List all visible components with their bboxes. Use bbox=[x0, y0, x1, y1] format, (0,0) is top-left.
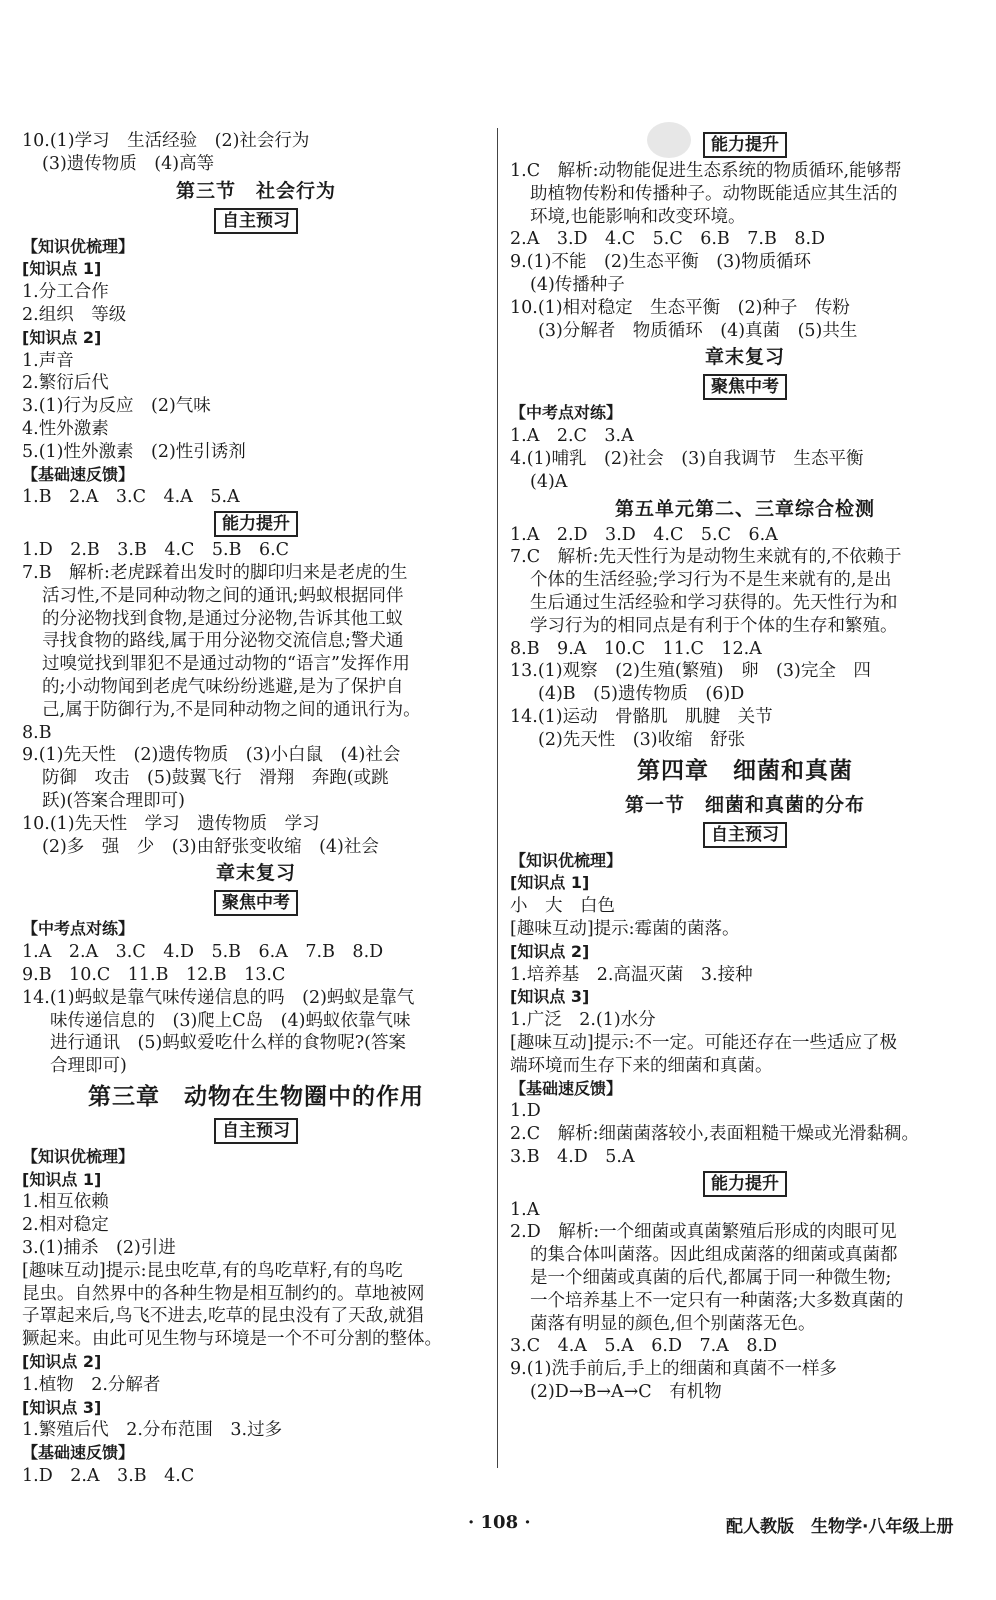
answer-line: 4.(1)哺乳 (2)社会 (3)自我调节 生态平衡 bbox=[510, 448, 864, 469]
answer-line: 小 大 白色 bbox=[510, 896, 615, 917]
answer-line: 3.(1)行为反应 (2)气味 bbox=[22, 396, 211, 417]
chapter-title: 第四章 细菌和真菌 bbox=[637, 756, 853, 784]
answer-line: [趣味互动]提示:昆虫吃草,有的鸟吃草籽,有的鸟吃 bbox=[22, 1260, 403, 1281]
answer-line: 2.D 解析:一个细菌或真菌繁殖后形成的肉眼可见 bbox=[510, 1222, 897, 1243]
answer-line: 1.A 2.C 3.A bbox=[510, 426, 634, 447]
answer-line: 獗起来。由此可见生物与环境是一个不可分割的整体。 bbox=[22, 1329, 442, 1350]
section-box-heading bbox=[510, 820, 980, 850]
column-divider bbox=[497, 128, 498, 1468]
answer-line: 10.(1)学习 生活经验 (2)社会行为 bbox=[22, 131, 310, 151]
answer-line: 4.性外激素 bbox=[22, 418, 109, 439]
answer-line: 生后通过生活经验和学习获得的。先天性行为和 bbox=[530, 592, 898, 613]
subheading: 【基础速反馈】 bbox=[22, 464, 135, 484]
answer-line: 端环境而生存下来的细菌和真菌。 bbox=[510, 1055, 773, 1076]
answer-line: 9.B 10.C 11.B 12.B 13.C bbox=[22, 964, 286, 985]
answer-line: (4)A bbox=[530, 471, 568, 492]
answer-line: 8.B 9.A 10.C 11.C 12.A bbox=[510, 638, 762, 659]
subheading: 【知识优梳理】 bbox=[22, 236, 135, 256]
subheading: [知识点 3] bbox=[22, 1397, 102, 1417]
section-box-heading bbox=[22, 206, 490, 236]
answer-line: 子罩起来后,鸟飞不进去,吃草的昆虫没有了天敌,就猖 bbox=[22, 1306, 424, 1327]
answer-line: 3.B 4.D 5.A bbox=[510, 1146, 635, 1167]
answer-line: 1.声音 bbox=[22, 350, 74, 371]
section-box-label: 聚焦中考 bbox=[214, 890, 298, 916]
answer-line: 2.A 3.D 4.C 5.C 6.B 7.B 8.D bbox=[510, 229, 826, 250]
answer-line: 8.B bbox=[22, 722, 52, 743]
answer-line: 1.植物 2.分解者 bbox=[22, 1374, 161, 1395]
answer-line: 2.C 解析:细菌菌落较小,表面粗糙干燥或光滑黏稠。 bbox=[510, 1124, 920, 1145]
answer-line: 1.C 解析:动物能促进生态系统的物质循环,能够帮 bbox=[510, 161, 902, 181]
subheading: 【基础速反馈】 bbox=[22, 1443, 135, 1463]
answer-line: 合理即可) bbox=[50, 1056, 127, 1077]
answer-line: 环境,也能影响和改变环境。 bbox=[530, 206, 746, 227]
answer-line: (2)多 强 少 (3)由舒张变收缩 (4)社会 bbox=[42, 836, 379, 857]
answer-line: 1.A 2.D 3.D 4.C 5.C 6.A bbox=[510, 524, 778, 545]
subheading: 【中考点对练】 bbox=[22, 919, 135, 939]
answer-line: (4)B (5)遗传物质 (6)D bbox=[538, 684, 745, 705]
answer-line: 1.繁殖后代 2.分布范围 3.过多 bbox=[22, 1420, 283, 1441]
answer-line: 进行通讯 (5)蚂蚁爱吃什么样的食物呢?(答案 bbox=[50, 1033, 406, 1054]
answer-line: 1.B 2.A 3.C 4.A 5.A bbox=[22, 487, 240, 508]
page-footer bbox=[0, 1512, 996, 1552]
answer-line: 是一个细菌或真菌的后代,都属于同一种微生物; bbox=[530, 1268, 892, 1289]
answer-line: 菌落有明显的颜色,但个别菌落无色。 bbox=[530, 1313, 816, 1334]
subheading: 【知识优梳理】 bbox=[510, 850, 623, 870]
section-title: 第五单元第二、三章综合检测 bbox=[614, 497, 875, 520]
edition-label: 配人教版 生物学·八年级上册 bbox=[726, 1517, 954, 1537]
section-box-label: 自主预习 bbox=[703, 822, 787, 848]
answer-line: 过嗅觉找到罪犯不是通过动物的“语言”发挥作用 bbox=[42, 654, 410, 675]
section-box-heading bbox=[510, 372, 980, 402]
answer-line: 助植物传粉和传播种子。动物既能适应其生活的 bbox=[530, 183, 898, 204]
answer-line: [趣味互动]提示:霉菌的菌落。 bbox=[510, 918, 740, 939]
answer-line: (2)D→B→A→C 有机物 bbox=[530, 1382, 722, 1403]
answer-line: 1.培养基 2.高温灭菌 3.接种 bbox=[510, 964, 753, 985]
answer-line: 7.C 解析:先天性行为是动物生来就有的,不依赖于 bbox=[510, 547, 902, 568]
section-box-heading bbox=[22, 888, 490, 918]
section-title: 第一节 细菌和真菌的分布 bbox=[624, 793, 865, 816]
answer-line: 14.(1)运动 骨骼肌 肌腱 关节 bbox=[510, 706, 773, 727]
answer-line: [趣味互动]提示:不一定。可能还存在一些适应了极 bbox=[510, 1032, 898, 1053]
answer-line: 10.(1)先天性 学习 遗传物质 学习 bbox=[22, 813, 320, 834]
answer-line: 一个培养基上不一定只有一种菌落;大多数真菌的 bbox=[530, 1290, 904, 1311]
section-box-label: 能力提升 bbox=[703, 1171, 787, 1197]
section-box-label: 自主预习 bbox=[214, 1118, 298, 1144]
section-box-label: 聚焦中考 bbox=[703, 374, 787, 400]
answer-line: 1.A 2.A 3.C 4.D 5.B 6.A 7.B 8.D bbox=[22, 942, 384, 963]
section-box-heading bbox=[510, 1169, 980, 1199]
section-title: 章末复习 bbox=[704, 346, 785, 369]
answer-line: 1.A bbox=[510, 1199, 540, 1220]
answer-line: 1.D bbox=[510, 1101, 541, 1122]
answer-line: 1.广泛 2.(1)水分 bbox=[510, 1010, 656, 1031]
answer-line: 寻找食物的路线,属于用分泌物交流信息;警犬通 bbox=[42, 631, 404, 652]
subheading: [知识点 1] bbox=[22, 1169, 102, 1189]
answer-line: 10.(1)相对稳定 生态平衡 (2)种子 传粉 bbox=[510, 297, 850, 318]
answer-line: 昆虫。自然界中的各种生物是相互制约的。草地被网 bbox=[22, 1283, 425, 1304]
answer-line: 9.(1)先天性 (2)遗传物质 (3)小白鼠 (4)社会 bbox=[22, 745, 401, 766]
section-box-label: 能力提升 bbox=[703, 132, 787, 158]
answer-line: 活习性,不是同种动物之间的通讯;蚂蚁根据同伴 bbox=[42, 585, 404, 606]
answer-line: (3)分解者 物质循环 (4)真菌 (5)共生 bbox=[538, 320, 858, 341]
answer-line: (2)先天性 (3)收缩 舒张 bbox=[538, 729, 746, 750]
answer-line: 2.相对稳定 bbox=[22, 1215, 109, 1236]
answer-line: 2.组织 等级 bbox=[22, 304, 127, 325]
subheading: [知识点 2] bbox=[22, 327, 102, 347]
answer-line: 9.(1)不能 (2)生态平衡 (3)物质循环 bbox=[510, 252, 812, 273]
answer-line: 1.D 2.B 3.B 4.C 5.B 6.C bbox=[22, 540, 290, 561]
subheading: [知识点 2] bbox=[510, 941, 590, 961]
chapter-title: 第三章 动物在生物圈中的作用 bbox=[88, 1082, 424, 1110]
answer-line: 1.D 2.A 3.B 4.C bbox=[22, 1466, 195, 1487]
answer-line: (4)传播种子 bbox=[530, 274, 625, 295]
subheading: [知识点 1] bbox=[22, 259, 102, 279]
section-box-heading bbox=[510, 130, 980, 160]
subheading: 【基础速反馈】 bbox=[510, 1078, 623, 1098]
answer-line: (3)遗传物质 (4)高等 bbox=[42, 153, 215, 174]
answer-line: 7.B 解析:老虎踩着出发时的脚印归来是老虎的生 bbox=[22, 562, 408, 583]
subheading: [知识点 2] bbox=[22, 1352, 102, 1372]
answer-line: 1.分工合作 bbox=[22, 282, 109, 303]
answer-line: 3.C 4.A 5.A 6.D 7.A 8.D bbox=[510, 1336, 778, 1357]
answer-line: 13.(1)观察 (2)生殖(繁殖) 卵 (3)完全 四 bbox=[510, 661, 871, 682]
answer-line: 2.繁衍后代 bbox=[22, 373, 109, 394]
left-column bbox=[22, 130, 490, 1488]
answer-line: 14.(1)蚂蚁是靠气味传递信息的吗 (2)蚂蚁是靠气 bbox=[22, 987, 415, 1008]
section-title: 章末复习 bbox=[215, 862, 296, 885]
answer-line: 5.(1)性外激素 (2)性引诱剂 bbox=[22, 441, 246, 462]
answer-line: 的集合体叫菌落。因此组成菌落的细菌或真菌都 bbox=[530, 1245, 898, 1266]
subheading: [知识点 3] bbox=[510, 987, 590, 1007]
answer-line: 己,属于防御行为,不是同种动物之间的通讯行为。 bbox=[42, 699, 421, 720]
right-column bbox=[510, 130, 980, 1404]
answer-line: 防御 攻击 (5)鼓翼飞行 滑翔 奔跑(或跳 bbox=[42, 768, 389, 789]
subheading: 【中考点对练】 bbox=[510, 403, 623, 423]
subheading: 【知识优梳理】 bbox=[22, 1146, 135, 1166]
answer-line: 味传递信息的 (3)爬上C岛 (4)蚂蚁依靠气味 bbox=[50, 1010, 411, 1031]
answer-line: 跃)(答案合理即可) bbox=[42, 790, 185, 811]
answer-line: 的分泌物找到食物,是通过分泌物,告诉其他工蚁 bbox=[42, 608, 404, 629]
section-box-heading bbox=[22, 509, 490, 539]
answer-line: 学习行为的相同点是有利于个体的生存和繁殖。 bbox=[530, 615, 898, 636]
page-number: · 108 · bbox=[468, 1512, 531, 1533]
answer-line: 个体的生活经验;学习行为不是生来就有的,是出 bbox=[530, 570, 892, 591]
section-box-label: 能力提升 bbox=[214, 511, 298, 537]
subheading: [知识点 1] bbox=[510, 873, 590, 893]
section-title: 第三节 社会行为 bbox=[175, 179, 336, 202]
answer-line: 的;小动物闻到老虎气味纷纷逃避,是为了保护自 bbox=[42, 676, 404, 697]
answer-line: 1.相互依赖 bbox=[22, 1192, 109, 1213]
answer-line: 3.(1)捕杀 (2)引进 bbox=[22, 1238, 176, 1259]
section-box-label: 自主预习 bbox=[214, 208, 298, 234]
section-box-heading bbox=[22, 1116, 490, 1146]
answer-line: 9.(1)洗手前后,手上的细菌和真菌不一样多 bbox=[510, 1359, 838, 1380]
